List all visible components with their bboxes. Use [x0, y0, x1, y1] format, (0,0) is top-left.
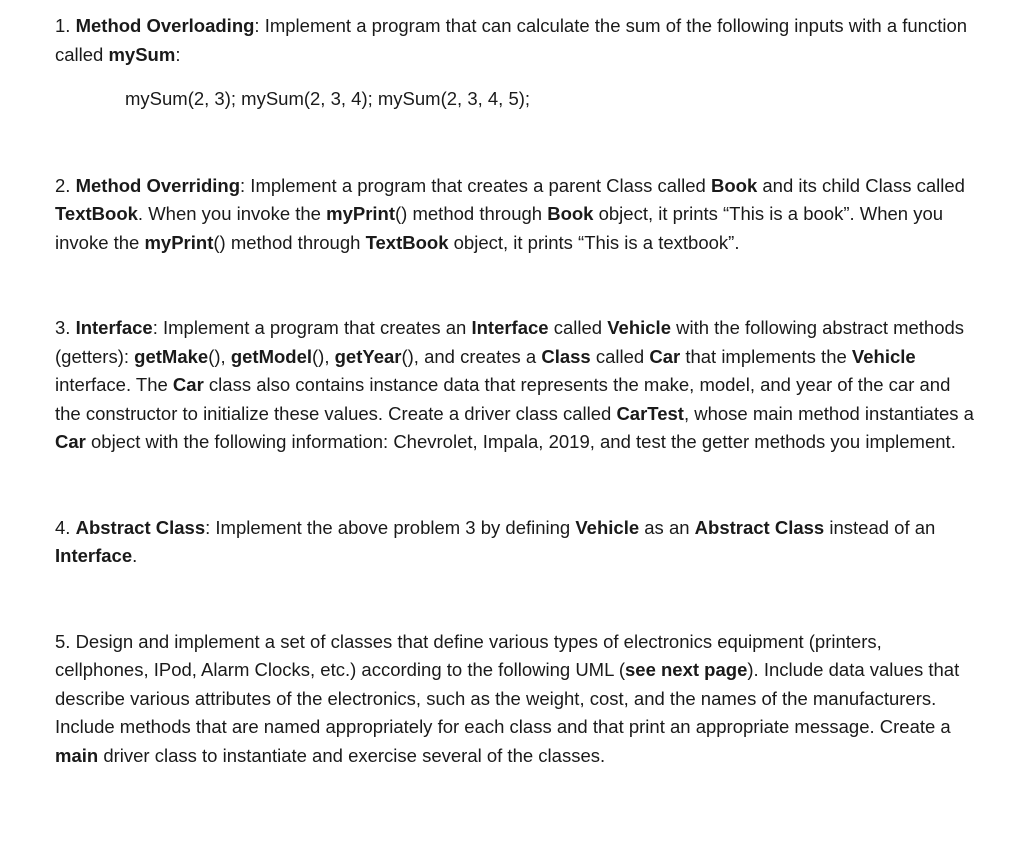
q3-title: Interface: [75, 317, 153, 338]
q3-keyword: getModel: [230, 345, 313, 367]
q3-text: called: [548, 317, 608, 338]
question-5: [55, 628, 975, 771]
q3-keyword: Vehicle: [851, 345, 916, 367]
q2-text: . When you invoke the: [137, 203, 327, 224]
q3-text: (),: [312, 345, 335, 367]
q1-text: : Implement a program that can calculate the sum of the following inputs with a function called: [55, 15, 968, 65]
q3-keyword: Vehicle: [607, 317, 671, 338]
q3-number: 3.: [55, 317, 76, 338]
q4-text: .: [132, 545, 138, 566]
q1-keyword: mySum: [108, 43, 176, 65]
question-3: [55, 314, 975, 457]
q2-keyword: myPrint: [144, 231, 214, 253]
question-2: [55, 172, 975, 258]
q3-text: (),: [208, 345, 231, 367]
q2-keyword: Book: [547, 203, 594, 224]
assignment-document: [55, 10, 975, 770]
q3-text: called: [590, 345, 650, 367]
q1-title: Method Overloading: [75, 15, 255, 36]
q3-text: , whose main method instantiates a: [683, 402, 974, 424]
q5-keyword: main: [55, 744, 99, 766]
q1-text: :: [175, 43, 181, 65]
q3-keyword: Car: [55, 431, 86, 452]
q3-text: interface. The: [55, 374, 173, 395]
q5-text: ). Include data values that describe various attributes of the electronics, such as the weight, cost, and the names of the manufacturers. Include methods that are named appropriately for each class and that print an appropriate message. Create a: [55, 659, 960, 737]
q1-number: 1.: [55, 15, 76, 36]
q3-text: (), and creates a: [401, 345, 542, 367]
q3-text: : Implement a program that creates an: [152, 317, 472, 338]
q2-keyword: TextBook: [365, 231, 449, 253]
q3-text: class also contains instance data that represents the make, model, and year of the car and the constructor to initialize these values. Create a driver class called: [55, 374, 951, 424]
q4-keyword: Abstract Class: [694, 516, 825, 538]
q3-keyword: Class: [541, 345, 591, 367]
q2-text: () method through: [213, 231, 366, 253]
q4-keyword: Interface: [55, 545, 133, 566]
q2-text: object, it prints “This is a book”. When you invoke the: [55, 203, 944, 253]
q4-text: as an: [639, 516, 695, 538]
q2-text: : Implement a program that creates a parent Class called: [240, 174, 711, 196]
q2-text: and its child Class called: [757, 174, 965, 196]
q5-text: 5. Design and implement a set of classes that define various types of electronics equipment (printers, cellphones, IPod, Alarm Clocks, etc.) according to the following UML (: [55, 630, 882, 680]
q4-title: Abstract Class: [75, 516, 206, 538]
q2-number: 2.: [55, 174, 76, 196]
q3-keyword: Interface: [471, 317, 549, 338]
q3-keyword: Car: [172, 374, 204, 395]
question-4: [55, 514, 975, 571]
q2-keyword: TextBook: [55, 203, 138, 224]
q2-text: () method through: [395, 203, 548, 224]
q4-text: : Implement the above problem 3 by defining: [205, 516, 576, 538]
q1-code-example: mySum(2, 3); mySum(2, 3, 4); mySum(2, 3, 4, 5);: [125, 88, 531, 109]
q4-number: 4.: [55, 516, 76, 538]
q5-keyword: see next page: [625, 659, 748, 680]
q2-keyword: Book: [710, 174, 758, 196]
q2-title: Method Overriding: [75, 174, 241, 196]
q3-keyword: getMake: [134, 345, 209, 367]
q2-keyword: myPrint: [326, 203, 396, 224]
q4-text: instead of an: [824, 516, 936, 538]
q3-text: with the following abstract methods (getters):: [55, 317, 965, 367]
q3-keyword: CarTest: [616, 402, 684, 424]
q3-text: that implements the: [680, 345, 852, 367]
q2-text: object, it prints “This is a textbook”.: [448, 231, 740, 253]
q3-keyword: Car: [649, 345, 681, 367]
q5-text: driver class to instantiate and exercise several of the classes.: [98, 744, 606, 766]
question-1: [55, 12, 975, 69]
q3-text: object with the following information: Chevrolet, Impala, 2019, and test the getter methods you implement.: [85, 431, 956, 452]
q3-keyword: getYear: [334, 345, 402, 367]
q4-keyword: Vehicle: [575, 516, 640, 538]
